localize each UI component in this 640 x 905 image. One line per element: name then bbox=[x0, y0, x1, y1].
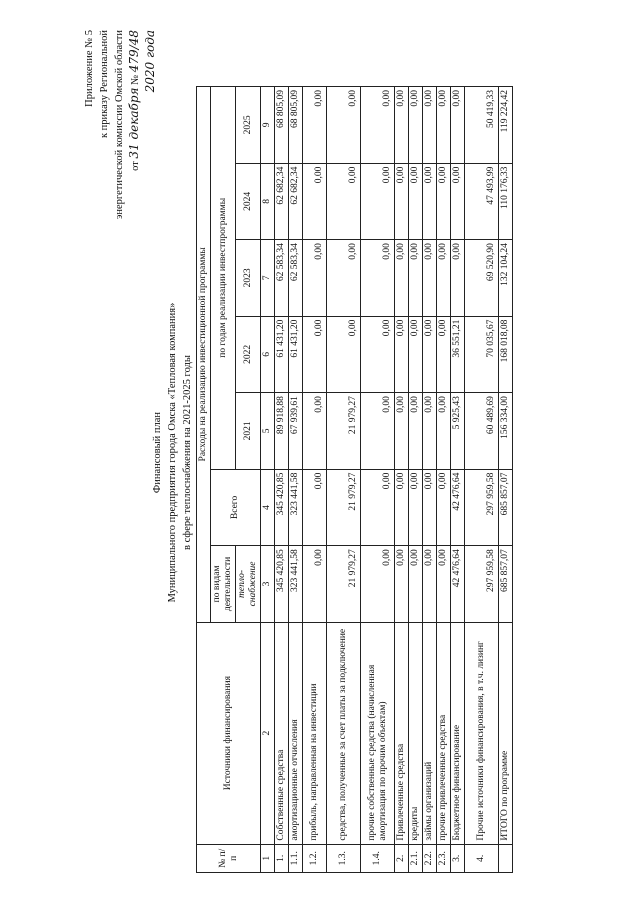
cell-heat-supply: 0,00 bbox=[423, 546, 437, 623]
cell-heat-supply: 42 476,64 bbox=[451, 546, 465, 623]
cell-2021: 89 918,88 bbox=[275, 393, 289, 470]
table-row bbox=[409, 87, 423, 873]
header-heat-supply: тепло-снабжение bbox=[236, 546, 261, 623]
cell-2024: 0,00 bbox=[361, 163, 395, 240]
row-number: 1.2. bbox=[303, 844, 327, 872]
number-prefix: № bbox=[130, 74, 141, 85]
header-year: 2025 bbox=[236, 87, 261, 164]
cell-2024: 110 176,33 bbox=[499, 163, 513, 240]
document-title bbox=[150, 130, 195, 775]
cell-2021: 67 939,61 bbox=[289, 393, 303, 470]
row-source-name: Прочие источники финансирования, в т.ч. лизинг bbox=[465, 622, 499, 844]
col-number: 5 bbox=[261, 393, 275, 470]
cell-2025: 0,00 bbox=[409, 87, 423, 164]
row-source-name: средства, полученные за счет платы за подключение bbox=[327, 622, 361, 844]
table-row bbox=[465, 87, 499, 873]
cell-2025: 0,00 bbox=[451, 87, 465, 164]
cell-2021: 5 925,43 bbox=[451, 393, 465, 470]
cell-2022: 0,00 bbox=[327, 316, 361, 393]
cell-2025: 0,00 bbox=[423, 87, 437, 164]
table-row bbox=[499, 87, 513, 873]
header-row-1 bbox=[197, 87, 211, 873]
cell-heat-supply: 323 441,58 bbox=[289, 546, 303, 623]
col-number: 3 bbox=[261, 546, 275, 623]
cell-total: 42 476,64 bbox=[451, 469, 465, 546]
col-number: 9 bbox=[261, 87, 275, 164]
header-row-numbers bbox=[261, 87, 275, 873]
cell-2021: 0,00 bbox=[361, 393, 395, 470]
appendix-line-2: к приказу Региональной bbox=[99, 30, 110, 139]
row-source-name: прочие привлеченные средства bbox=[437, 622, 451, 844]
cell-2022: 61 431,20 bbox=[289, 316, 303, 393]
table-row bbox=[303, 87, 327, 873]
cell-2025: 0,00 bbox=[437, 87, 451, 164]
appendix-header bbox=[82, 30, 158, 219]
cell-heat-supply: 345 420,85 bbox=[275, 546, 289, 623]
handwritten-date: 31 декабря bbox=[127, 87, 141, 159]
cell-total: 0,00 bbox=[361, 469, 395, 546]
header-source: Источники финансирования bbox=[197, 622, 261, 844]
header-year: 2022 bbox=[236, 316, 261, 393]
cell-total: 297 959,58 bbox=[465, 469, 499, 546]
cell-heat-supply: 0,00 bbox=[303, 546, 327, 623]
header-total: Всего bbox=[211, 469, 261, 546]
row-number bbox=[499, 844, 513, 872]
row-source-name: ИТОГО по программе bbox=[499, 622, 513, 844]
cell-2022: 36 551,21 bbox=[451, 316, 465, 393]
cell-2025: 50 419,33 bbox=[465, 87, 499, 164]
cell-2021: 0,00 bbox=[423, 393, 437, 470]
header-no: № п/п bbox=[197, 844, 261, 872]
row-source-name: Собственные средства bbox=[275, 622, 289, 844]
header-by-years: по годам реализации инвестпрограммы bbox=[211, 87, 236, 470]
row-source-name: кредиты bbox=[409, 622, 423, 844]
cell-2022: 0,00 bbox=[423, 316, 437, 393]
row-number: 1.3. bbox=[327, 844, 361, 872]
header-expenses: Расходы на реализацию инвестиционной программы bbox=[197, 87, 211, 623]
header-year: 2023 bbox=[236, 240, 261, 317]
table-row bbox=[451, 87, 465, 873]
table-row bbox=[289, 87, 303, 873]
row-number: 1.1. bbox=[289, 844, 303, 872]
row-number: 3. bbox=[451, 844, 465, 872]
cell-2025: 0,00 bbox=[327, 87, 361, 164]
cell-total: 0,00 bbox=[303, 469, 327, 546]
cell-2024: 0,00 bbox=[437, 163, 451, 240]
cell-heat-supply: 0,00 bbox=[395, 546, 409, 623]
cell-2021: 0,00 bbox=[409, 393, 423, 470]
cell-2025: 68 805,09 bbox=[275, 87, 289, 164]
cell-total: 0,00 bbox=[423, 469, 437, 546]
cell-2021: 0,00 bbox=[395, 393, 409, 470]
cell-2024: 0,00 bbox=[409, 163, 423, 240]
appendix-line-3: энергетической комиссии Омской области bbox=[114, 30, 125, 220]
handwritten-number: 479/48 bbox=[127, 30, 141, 73]
table-row bbox=[327, 87, 361, 873]
cell-2023: 69 520,90 bbox=[465, 240, 499, 317]
cell-2024: 0,00 bbox=[395, 163, 409, 240]
appendix-line-1: Приложение № 5 bbox=[84, 30, 95, 107]
table-row bbox=[437, 87, 451, 873]
cell-2021: 0,00 bbox=[303, 393, 327, 470]
cell-total: 0,00 bbox=[437, 469, 451, 546]
handwritten-year: 2020 года bbox=[143, 30, 157, 93]
cell-2022: 0,00 bbox=[409, 316, 423, 393]
col-number: 7 bbox=[261, 240, 275, 317]
cell-2022: 0,00 bbox=[303, 316, 327, 393]
cell-2023: 0,00 bbox=[437, 240, 451, 317]
cell-2025: 0,00 bbox=[361, 87, 395, 164]
header-year: 2021 bbox=[236, 393, 261, 470]
col-number: 2 bbox=[261, 622, 275, 844]
cell-heat-supply: 297 959,58 bbox=[465, 546, 499, 623]
cell-2022: 168 018,08 bbox=[499, 316, 513, 393]
cell-2023: 0,00 bbox=[303, 240, 327, 317]
row-source-name: прочие собственные средства (начисленная амортизация по прочим объектам) bbox=[361, 622, 395, 844]
cell-total: 0,00 bbox=[409, 469, 423, 546]
cell-2022: 0,00 bbox=[361, 316, 395, 393]
cell-heat-supply: 685 857,07 bbox=[499, 546, 513, 623]
table-row bbox=[275, 87, 289, 873]
row-number: 1.4. bbox=[361, 844, 395, 872]
cell-2022: 0,00 bbox=[437, 316, 451, 393]
cell-total: 0,00 bbox=[395, 469, 409, 546]
col-number: 1 bbox=[261, 844, 275, 872]
cell-2025: 0,00 bbox=[395, 87, 409, 164]
cell-total: 685 857,07 bbox=[499, 469, 513, 546]
cell-heat-supply: 0,00 bbox=[437, 546, 451, 623]
row-source-name: амортизационные отчисления bbox=[289, 622, 303, 844]
financing-table bbox=[196, 86, 513, 873]
title-line-1: Финансовый план bbox=[152, 411, 163, 494]
cell-2022: 70 035,67 bbox=[465, 316, 499, 393]
cell-2024: 0,00 bbox=[423, 163, 437, 240]
table-row bbox=[395, 87, 409, 873]
cell-total: 21 979,27 bbox=[327, 469, 361, 546]
table-row bbox=[361, 87, 395, 873]
cell-2021: 0,00 bbox=[437, 393, 451, 470]
row-source-name: Привлеченные средства bbox=[395, 622, 409, 844]
col-number: 8 bbox=[261, 163, 275, 240]
title-line-3: в сфере теплоснабжения на 2021-2025 годы bbox=[182, 355, 193, 550]
row-number: 2.2. bbox=[423, 844, 437, 872]
date-prefix: от bbox=[130, 161, 141, 171]
cell-2023: 0,00 bbox=[361, 240, 395, 317]
row-source-name: прибыль, направленная на инвестиции bbox=[303, 622, 327, 844]
cell-2021: 60 489,69 bbox=[465, 393, 499, 470]
cell-heat-supply: 21 979,27 bbox=[327, 546, 361, 623]
cell-2023: 0,00 bbox=[451, 240, 465, 317]
cell-2022: 0,00 bbox=[395, 316, 409, 393]
title-line-2: Муниципального предприятия города Омска «Тепловая компания» bbox=[167, 302, 178, 603]
col-number: 4 bbox=[261, 469, 275, 546]
cell-2021: 156 334,00 bbox=[499, 393, 513, 470]
row-source-name: займы организаций bbox=[423, 622, 437, 844]
row-source-name: Бюджетное финансирование bbox=[451, 622, 465, 844]
cell-2022: 61 431,20 bbox=[275, 316, 289, 393]
cell-2024: 0,00 bbox=[451, 163, 465, 240]
cell-total: 323 441,58 bbox=[289, 469, 303, 546]
cell-2021: 21 979,27 bbox=[327, 393, 361, 470]
cell-2023: 62 583,34 bbox=[289, 240, 303, 317]
cell-2023: 0,00 bbox=[327, 240, 361, 317]
cell-2023: 0,00 bbox=[409, 240, 423, 317]
table-body bbox=[275, 87, 513, 873]
cell-total: 345 420,85 bbox=[275, 469, 289, 546]
cell-2024: 62 682,34 bbox=[289, 163, 303, 240]
row-number: 4. bbox=[465, 844, 499, 872]
appendix-date-line bbox=[127, 30, 143, 219]
table-row bbox=[423, 87, 437, 873]
row-number: 1. bbox=[275, 844, 289, 872]
header-by-activity: по видам деятельности bbox=[211, 546, 236, 623]
cell-2024: 62 682,34 bbox=[275, 163, 289, 240]
row-number: 2.3. bbox=[437, 844, 451, 872]
row-number: 2. bbox=[395, 844, 409, 872]
cell-2023: 0,00 bbox=[395, 240, 409, 317]
cell-2023: 62 583,34 bbox=[275, 240, 289, 317]
cell-2025: 119 224,42 bbox=[499, 87, 513, 164]
cell-2023: 132 104,24 bbox=[499, 240, 513, 317]
cell-2023: 0,00 bbox=[423, 240, 437, 317]
cell-2025: 0,00 bbox=[303, 87, 327, 164]
cell-2024: 0,00 bbox=[303, 163, 327, 240]
cell-heat-supply: 0,00 bbox=[361, 546, 395, 623]
cell-2025: 68 805,09 bbox=[289, 87, 303, 164]
cell-2024: 47 493,99 bbox=[465, 163, 499, 240]
cell-2024: 0,00 bbox=[327, 163, 361, 240]
row-number: 2.1. bbox=[409, 844, 423, 872]
col-number: 6 bbox=[261, 316, 275, 393]
cell-heat-supply: 0,00 bbox=[409, 546, 423, 623]
header-year: 2024 bbox=[236, 163, 261, 240]
